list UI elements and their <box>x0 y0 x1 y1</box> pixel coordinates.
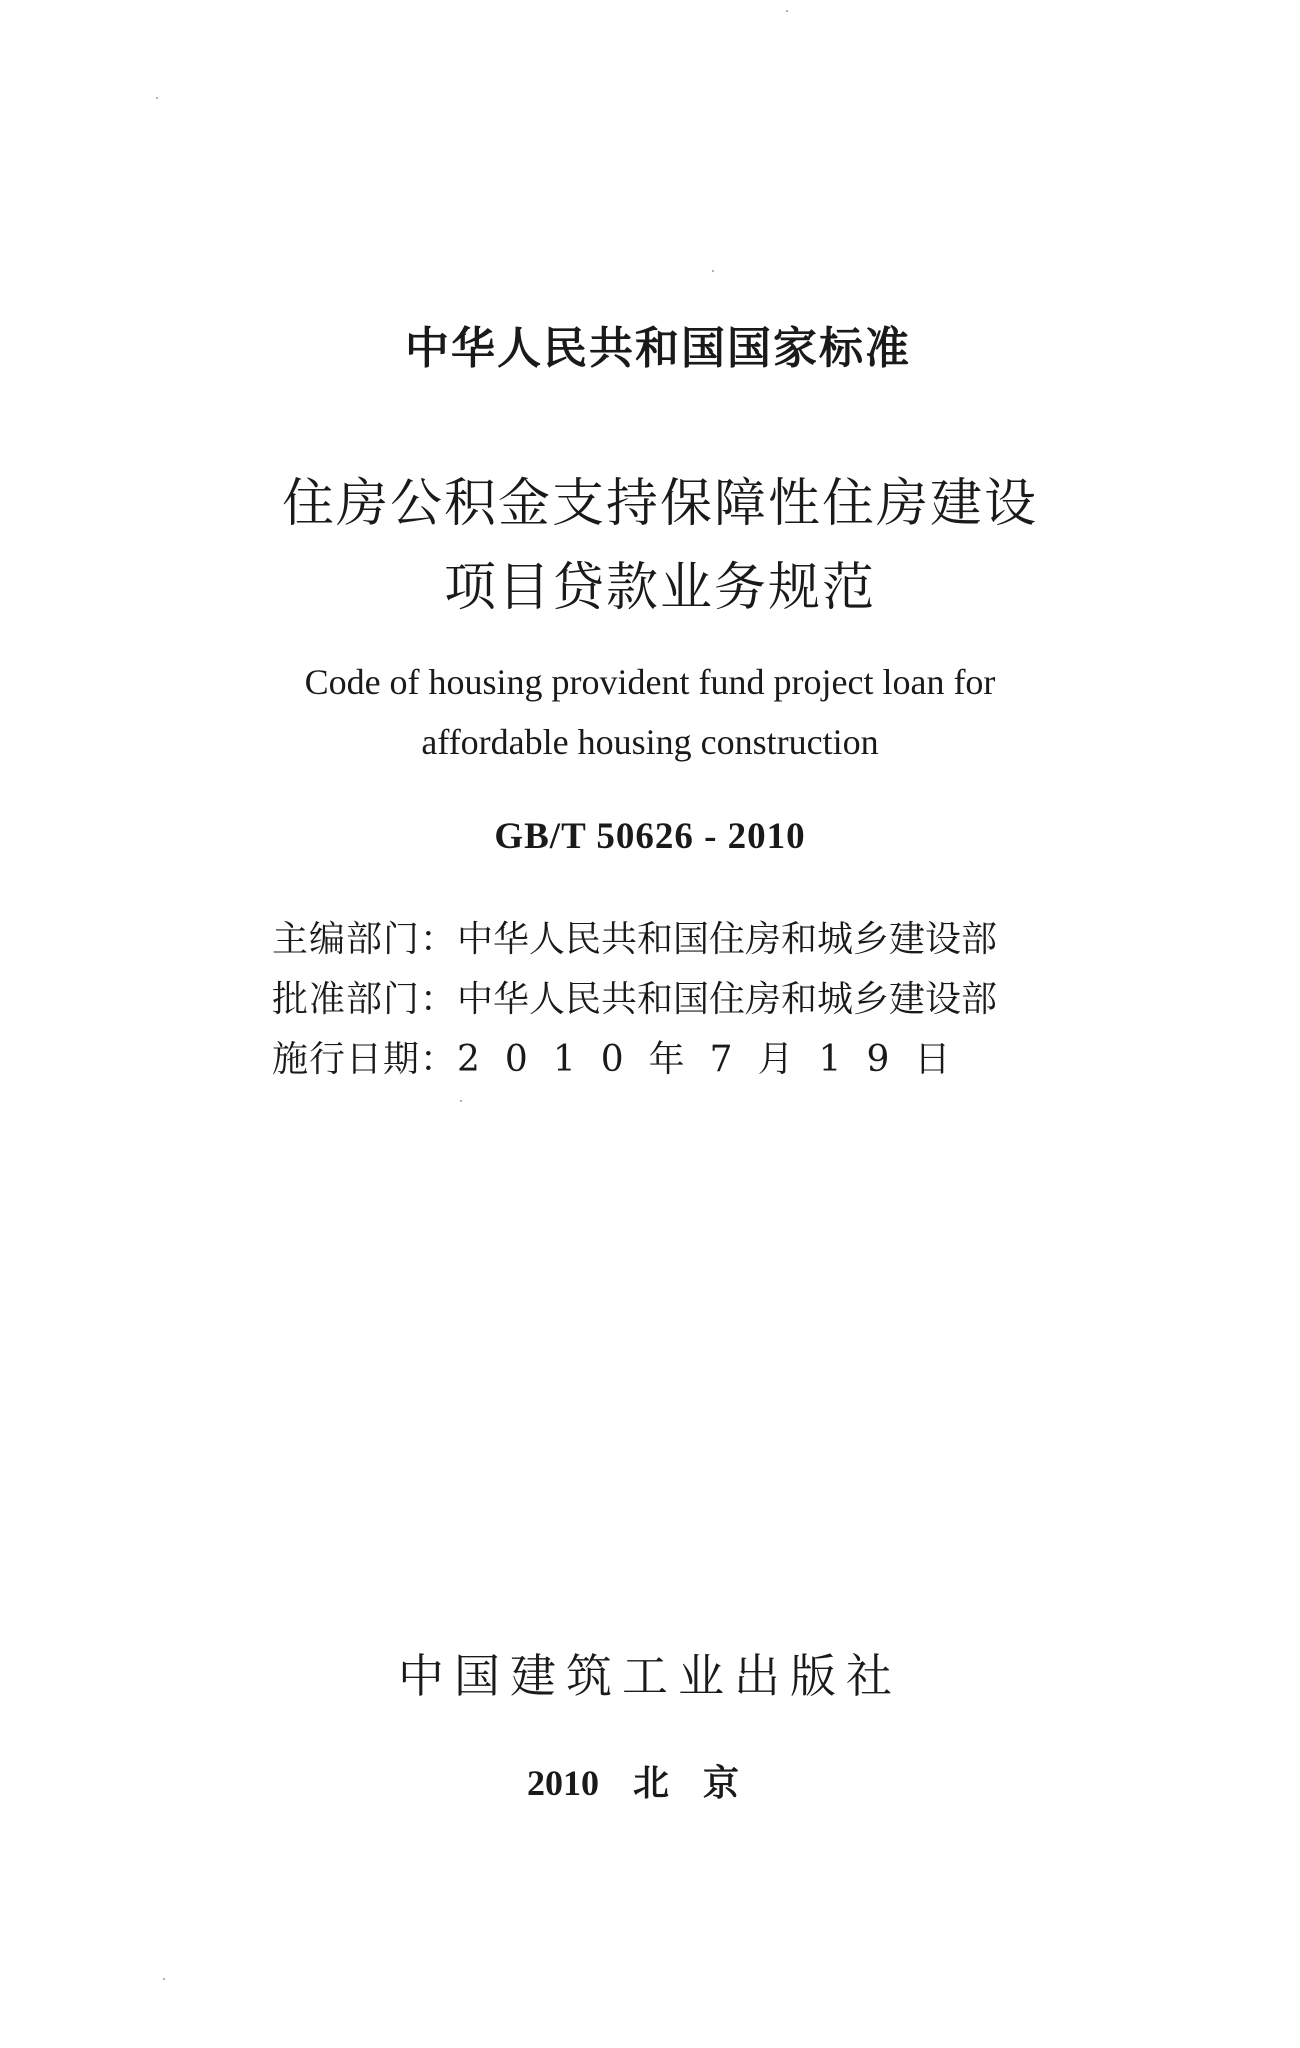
scan-speck <box>786 10 788 12</box>
english-title <box>0 652 1300 772</box>
effective-date-label: 施行日期： <box>272 1039 458 1080</box>
chinese-title-line-1: 住房公积金支持保障性住房建设 <box>281 474 1038 534</box>
effective-date-value: 2010年7月19日 <box>457 1039 976 1080</box>
imprint <box>0 1755 1300 1806</box>
standard-info <box>272 910 997 1090</box>
english-title-line-2: affordable housing construction <box>421 722 879 762</box>
editor-value: 中华人民共和国住房和城乡建设部 <box>457 919 998 960</box>
editor-row <box>272 910 997 970</box>
approver-value: 中华人民共和国住房和城乡建设部 <box>457 979 998 1020</box>
scan-speck <box>712 270 714 272</box>
imprint-year: 2010 <box>526 1763 599 1803</box>
english-title-line-1: Code of housing provident fund project loan for <box>304 662 996 702</box>
scan-speck <box>163 1978 165 1980</box>
chinese-title-line-2: 项目贷款业务规范 <box>443 558 876 618</box>
publisher-name: 中国建筑工业出版社 <box>398 1649 902 1703</box>
editor-label: 主编部门： <box>272 919 458 960</box>
standard-code: GB/T 50626 - 2010 <box>494 816 806 857</box>
imprint-city: 北京 <box>632 1763 773 1803</box>
chinese-title <box>10 462 1300 630</box>
approver-row <box>272 970 997 1030</box>
scan-speck <box>156 97 158 99</box>
effective-date-row <box>272 1030 997 1090</box>
scan-speck <box>460 1100 462 1102</box>
approver-label: 批准部门： <box>272 979 458 1020</box>
standard-series: 中华人民共和国国家标准 <box>405 323 911 374</box>
